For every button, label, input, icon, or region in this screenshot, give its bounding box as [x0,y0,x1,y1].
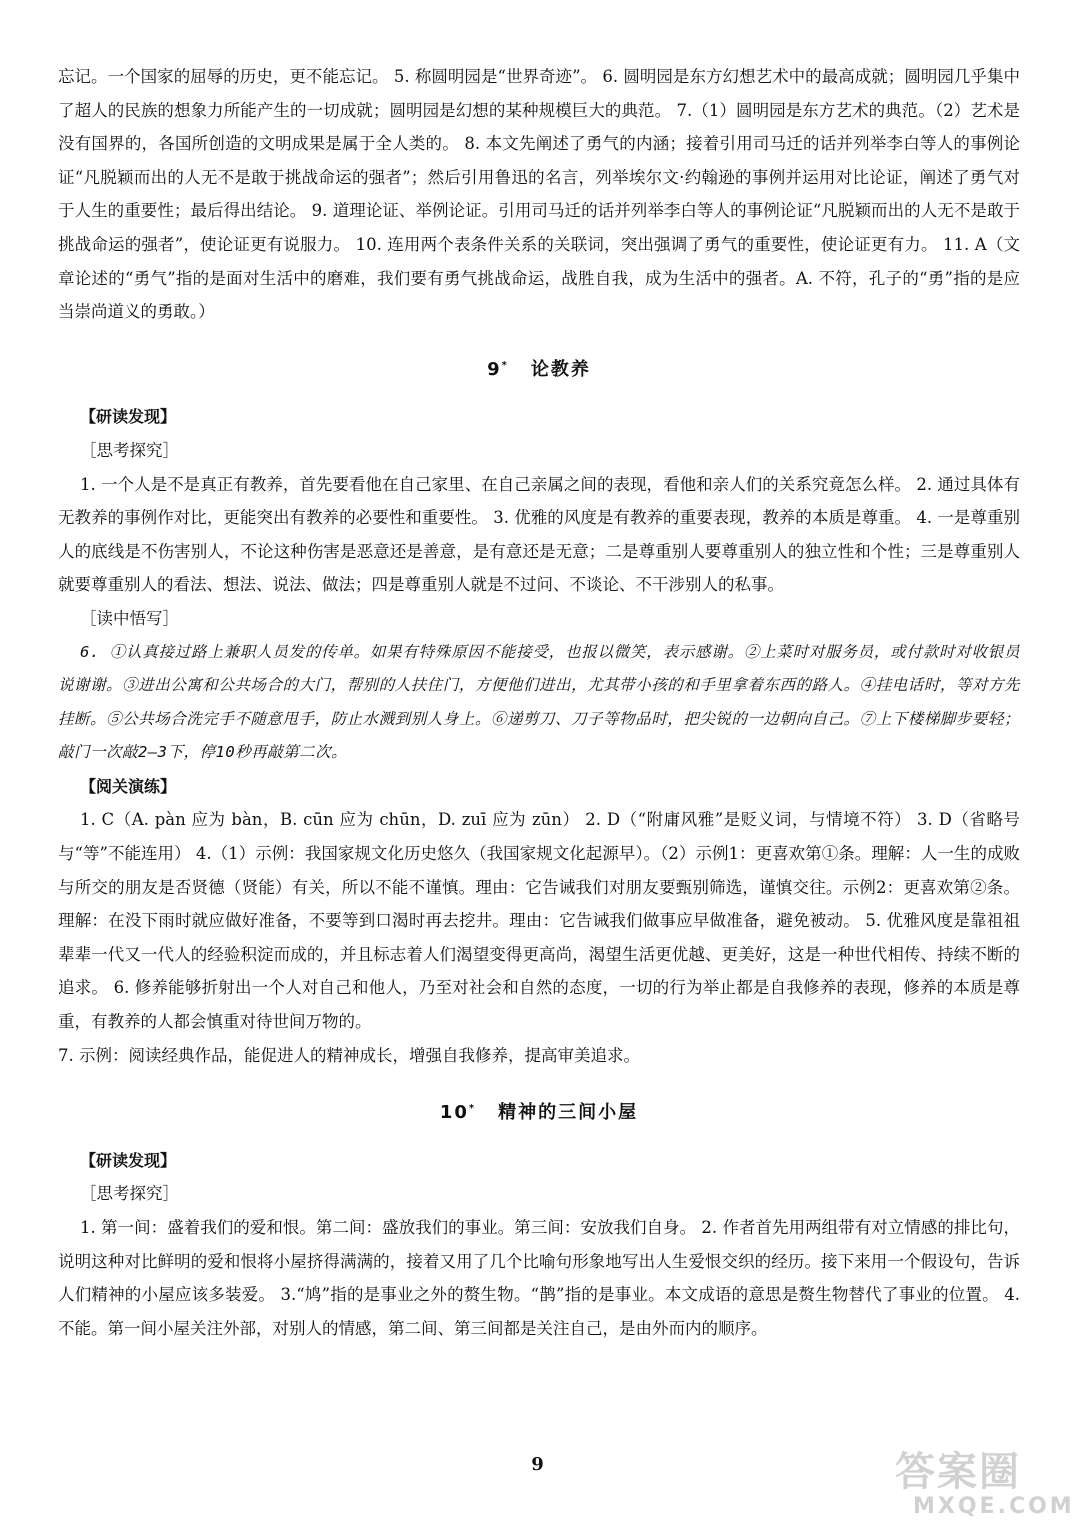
research-label: 【研读发现】 [80,407,177,427]
explore-label-10: ［思考探究］ [80,1184,179,1204]
section-10-title [58,1092,1020,1130]
practice-answers: 1. C（A. pàn 应为 bàn，B. cūn 应为 chūn，D. zuī 应为 zūn） 2. D（“附庸风雅”是贬义词，与情境不符） 3. D（省略号与“等”不能连用） 4.（1）示例：我国家规文化历史悠久（我国家规文化起源早）。（2）示例1：更喜欢第①条。理解：人一生的成败与所交的朋友是否贤德（贤能）有关，所以不能不谨慎。理由：它告诫我们对朋友要甄别筛选，谨慎交往。示例2：更喜欢第②条。理解：在没下雨时就应做好准备，不要等到口渴时再去挖井。理由：它告诫我们做事应早做准备，避免被动。 5. 优雅风度是靠祖祖辈辈一代又一代人的经验积淀而成的，并且标志着人们渴望变得更高尚，渴望生活更优越、更美好，这是一种世代相传、持续不断的追求。 6. 修养能够折射出一个人对自己和他人，乃至对社会和自然的态度，一切的行为举止都是自我修养的表现，修养的本质是尊重，有教养的人都会慎重对待世间万物的。 [58,810,1020,1032]
section-10-number: 10* [439,1102,477,1124]
page-content [58,60,1020,1345]
practice-label: 【阅关演练】 [80,776,177,796]
section-9-title [58,349,1020,387]
explore-answers: 1. 一个人是不是真正有教养，首先要看他在自己家里、在自己亲属之间的表现，看他和亲人们的关系究竟怎么样。 2. 通过具体有无教养的事例作对比，更能突出有教养的必要性和重要性。 3. 优雅的风度是有教养的重要表现，教养的本质是尊重。 4. 一是尊重别人的底线是不伤害别人，不论这种伤害是恶意还是善意，是有意还是无意；二是尊重别人要尊重别人的独立性和个性；三是尊重别人就要尊重别人的看法、想法、说法、做法；四是尊重别人就是不过问、不谈论、不干涉别人的私事。 [58,474,1020,595]
section-9-heading: 论教养 [530,358,591,380]
watermark-main: 答案圈 [895,1449,1021,1495]
research-label-10: 【研读发现】 [80,1150,177,1170]
read-write-answer: 6. ①认真接过路上兼职人员发的传单。如果有特殊原因不能接受，也报以微笑，表示感谢。②上菜时对服务员，或付款时对收银员说谢谢。③进出公寓和公共场合的大门，帮别的人扶住门，方便他们进出，尤其带小孩的和手里拿着东西的路人。④挂电话时，等对方先挂断。⑤公共场合洗完手不随意甩手，防止水溅到别人身上。⑥递剪刀、刀子等物品时，把尖锐的一边朝向自己。⑦上下楼梯脚步要轻；敲门一次敲2—3下，停10秒再敲第二次。 [58,642,1020,762]
explore-label: ［思考探究］ [80,440,179,460]
read-write-label: ［读中悟写］ [80,608,179,628]
section-10-heading: 精神的三间小屋 [498,1102,639,1124]
watermark-logo [895,1449,1075,1530]
intro-paragraph: 忘记。一个国家的屈辱的历史，更不能忘记。 5. 称圆明园是“世界奇迹”。 6. 圆明园是东方幻想艺术中的最高成就；圆明园几乎集中了超人的民族的想象力所能产生的一切成就；圆明园是幻想的某种规模巨大的典范。 7.（1）圆明园是东方艺术的典范。（2）艺术是没有国界的，各国所创造的文明成果是属于全人类的。 8. 本文先阐述了勇气的内涵；接着引用司马迁的话并列举李白等人的事例论证“凡脱颖而出的人无不是敢于挑战命运的强者”；然后引用鲁迅的名言，列举埃尔文·约翰逊的事例并运用对比论证，阐述了勇气对于人生的重要性；最后得出结论。 9. 道理论证、举例论证。引用司马迁的话并列举李白等人的事例论证“凡脱颖而出的人无不是敢于挑战命运的强者”，使论证更有说服力。 10. 连用两个表条件关系的关联词，突出强调了勇气的重要性，使论证更有力。 11. A（文章论述的“勇气”指的是面对生活中的磨难，我们要有勇气挑战命运，战胜自我，成为生活中的强者。A. 不符，孔子的“勇”指的是应当崇尚道义的勇敢。） [58,67,1020,322]
page-number: 9 [531,1454,544,1475]
explore-answers-10: 1. 第一间：盛着我们的爱和恨。第二间：盛放我们的事业。第三间：安放我们自身。 2. 作者首先用两组带有对立情感的排比句，说明这种对比鲜明的爱和恨将小屋挤得满满的，接着又用了几个比喻句形象地写出人生爱恨交织的经历。接下来用一个假设句，告诉人们精神的小屋应该多装爱。 3.“鸠”指的是事业之外的赘生物。“鹊”指的是事业。本文成语的意思是赘生物替代了事业的位置。 4. 不能。第一间小屋关注外部，对别人的情感，第二间、第三间都是关注自己，是由外而内的顺序。 [58,1218,1020,1338]
section-9-number: 9* [487,358,509,380]
practice-answer-7: 7. 示例：阅读经典作品，能促进人的精神成长，增强自我修养，提高审美追求。 [58,1045,640,1065]
watermark-sub: MXQE.COM [913,1494,1075,1519]
